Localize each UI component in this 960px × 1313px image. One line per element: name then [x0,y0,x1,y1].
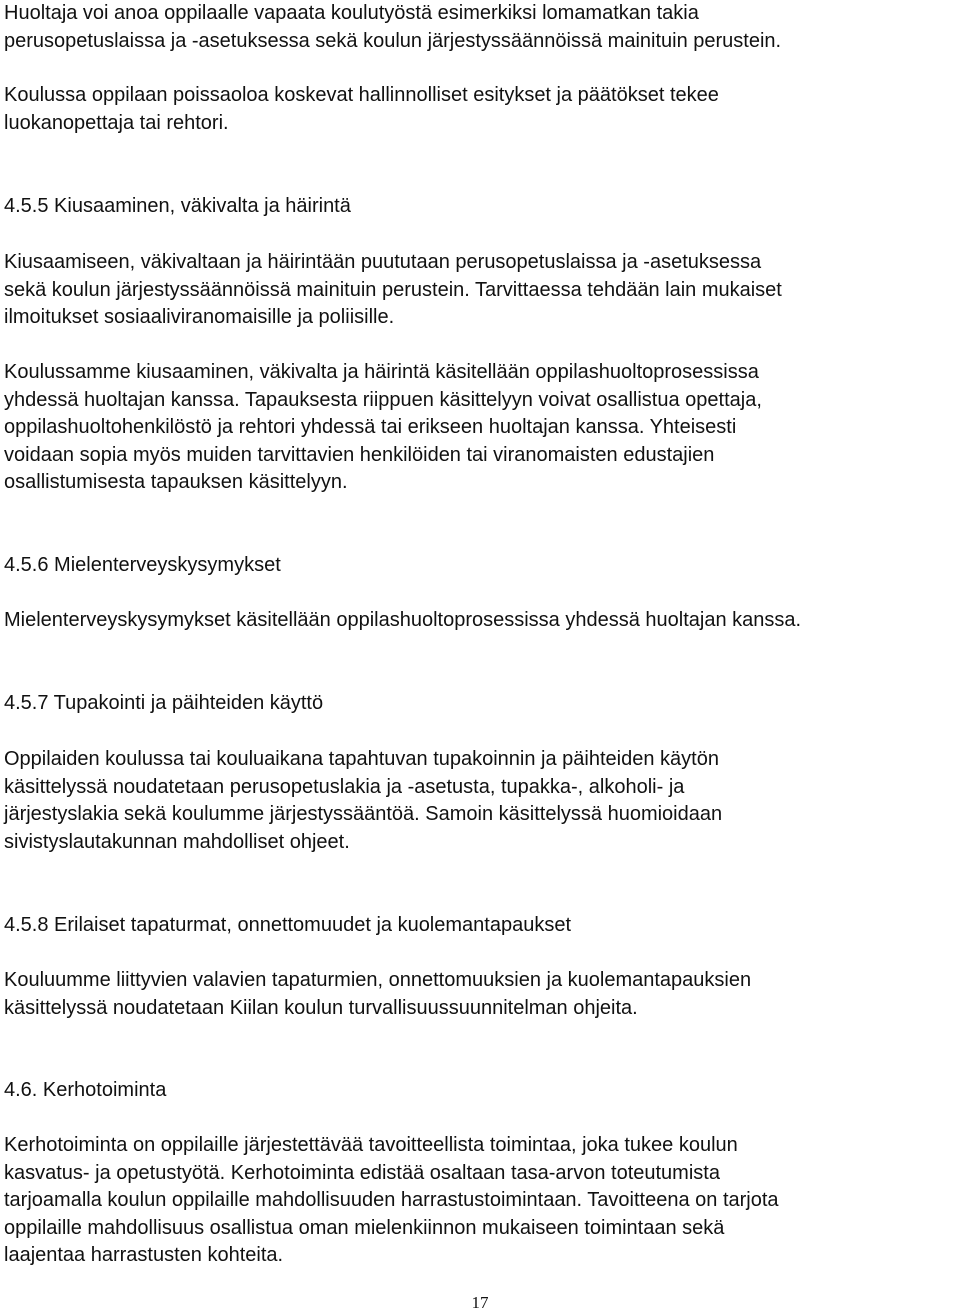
text-line: Kiusaamiseen, väkivaltaan ja häirintään puututaan perusopetuslaissa ja -asetuksessa [4,251,762,273]
text-line: osallistumisesta tapauksen käsittelyyn. [4,471,348,493]
paragraph-mental-health [4,607,801,635]
page-number: 17 [471,1293,489,1312]
paragraph-absence-leave [4,0,781,55]
paragraph-bullying-intervention [4,249,782,332]
text-line: ilmoitukset sosiaaliviranomaisille ja poliisille. [4,306,395,328]
text-line: käsittelyssä noudatetaan perusopetuslakia ja -asetusta, tupakka-, alkoholi- ja [4,775,685,798]
text-line: järjestyslakia sekä koulumme järjestyssääntöä. Samoin käsittelyssä huomioidaan [4,803,723,825]
text-line: oppilaille mahdollisuus osallistua oman mielenkiinnon mukaiseen toimintaan sekä [4,1216,725,1239]
text-line: luokanopettaja tai rehtori. [4,111,229,134]
section-heading-4-5-5: 4.5.5 Kiusaaminen, väkivalta ja häirintä [4,195,351,217]
section-heading-4-5-8: 4.5.8 Erilaiset tapaturmat, onnettomuudet ja kuolemantapaukset [4,914,572,936]
text-line: sivistyslautakunnan mahdolliset ohjeet. [4,830,350,853]
section-heading-4-6: 4.6. Kerhotoiminta [4,1079,167,1101]
text-line: Mielenterveyskysymykset käsitellään oppilashuoltoprosessissa yhdessä huoltajan kanssa. [4,609,802,631]
text-line: perusopetuslaissa ja -asetuksessa sekä koulun järjestyssäännöissä mainituin perustein. [4,29,782,52]
text-line: tarjoamalla koulun oppilaille mahdollisuuden harrastustoimintaan. Tavoitteena on tarjota [4,1189,779,1211]
text-line: Oppilaiden koulussa tai kouluaikana tapahtuvan tupakoinnin ja päihteiden käytön [4,748,719,770]
text-line: Huoltaja voi anoa oppilaalle vapaata koulutyöstä esimerkiksi lomamatkan takia [4,2,699,24]
text-line: voidaan sopia myös muiden tarvittavien henkilöiden tai viranomaisten edustajien [4,443,715,466]
text-line: Koulussamme kiusaaminen, väkivalta ja häirintä käsitellään oppilashuoltoprosessissa [4,361,759,383]
text-line: käsittelyssä noudatetaan Kiilan koulun turvallisuussuunnitelman ohjeita. [4,996,638,1019]
paragraph-club-activities [4,1132,779,1270]
text-line: yhdessä huoltajan kanssa. Tapauksesta riippuen käsittelyyn voivat osallistua opettaja, [4,388,762,411]
text-line: Koulussa oppilaan poissaoloa koskevat hallinnolliset esitykset ja päätökset tekee [4,84,719,106]
section-heading-4-5-6: 4.5.6 Mielenterveyskysymykset [4,554,281,576]
text-line: Kerhotoiminta on oppilaille järjestettävää tavoitteellista toimintaa, joka tukee koulun [4,1134,738,1156]
section-heading-4-5-7: 4.5.7 Tupakointi ja päihteiden käyttö [4,692,324,714]
paragraph-accidents [4,967,751,1022]
text-line: kasvatus- ja opetustyötä. Kerhotoiminta edistää osaltaan tasa-arvon toteutumista [4,1161,720,1184]
paragraph-bullying-process [4,359,762,497]
text-line: Kouluumme liittyvien valavien tapaturmien, onnettomuuksien ja kuolemantapauksien [4,969,752,991]
text-line: laajentaa harrastusten kohteita. [4,1244,284,1266]
text-line: sekä koulun järjestyssäännöissä mainituin perustein. Tarvittaessa tehdään lain mukaiset [4,278,782,301]
text-line: oppilashuoltohenkilöstö ja rehtori yhdessä tai erikseen huoltajan kanssa. Yhteisesti [4,416,737,438]
paragraph-substance-use [4,746,722,856]
paragraph-absence-decisions [4,82,719,137]
